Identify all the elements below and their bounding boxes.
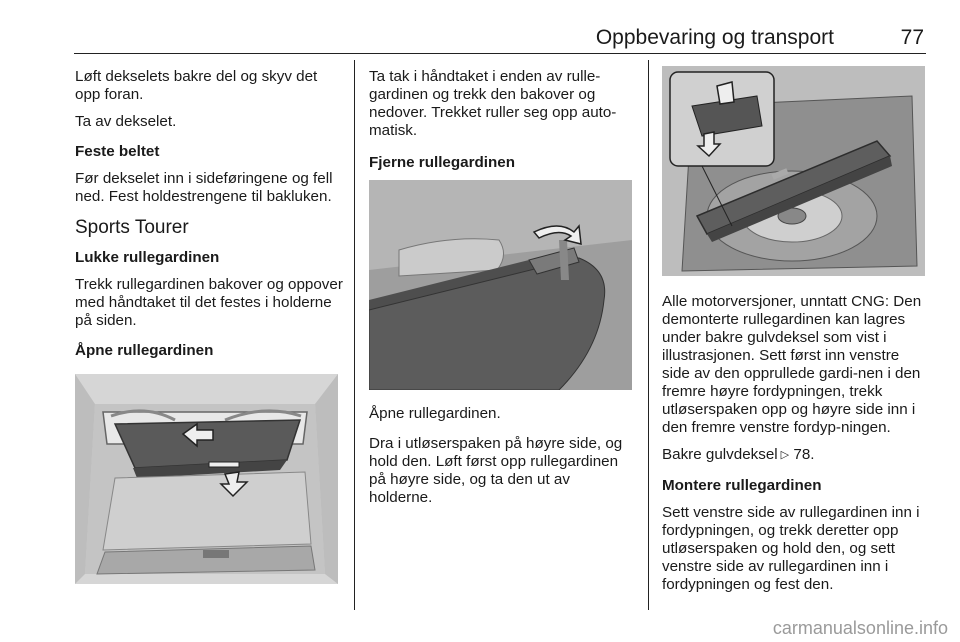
- column-3: [662, 293, 928, 603]
- paragraph-reference: [662, 446, 928, 464]
- page-header: [74, 26, 926, 50]
- figure-remove-blind: [369, 180, 632, 390]
- illustration-floor: [662, 66, 925, 276]
- subheading-feste-beltet: Feste beltet: [75, 143, 160, 160]
- paragraph: Ta tak i håndtaket i enden av rulle-gardinen og trekk den bakover og nedover. Trekket ruller seg opp auto-matisk.: [369, 68, 617, 139]
- illustration-trunk: [75, 374, 338, 584]
- header-divider: [74, 53, 926, 54]
- watermark: carmanualsonline.info: [772, 618, 948, 638]
- paragraph: Før dekselet inn i sideføringene og fell ned. Fest holdestrengene til bakluken.: [75, 170, 333, 205]
- column-divider-1: [354, 60, 355, 610]
- heading-sports-tourer: Sports Tourer: [75, 217, 189, 238]
- paragraph: Løft dekselets bakre del og skyv det opp foran.: [75, 68, 318, 103]
- paragraph: Åpne rullegardinen.: [369, 405, 501, 422]
- subheading-apne: Åpne rullegardinen: [75, 342, 214, 359]
- figure-trunk-cover: [75, 374, 338, 584]
- reference-page[interactable]: 78.: [793, 446, 815, 463]
- illustration-remove: [369, 180, 632, 390]
- column-2-lower: [369, 405, 635, 516]
- reference-text: Bakre gulvdeksel: [662, 446, 778, 463]
- figure-floor-storage: [662, 66, 925, 276]
- subheading-lukke: Lukke rullegardinen: [75, 249, 220, 266]
- column-1: [75, 68, 345, 369]
- column-2: [369, 68, 635, 181]
- paragraph: Sett venstre side av rullegardinen inn i fordypningen, og trekk deretter opp utløserspaken og hold den, og sett venstre side av rullegardinen inn i fordypningen og fest den.: [662, 504, 920, 593]
- subheading-fjerne: Fjerne rullegardinen: [369, 154, 516, 171]
- section-title: Oppbevaring og transport: [595, 26, 834, 49]
- page-number: 77: [900, 26, 924, 49]
- subheading-montere: Montere rullegardinen: [662, 477, 822, 494]
- column-divider-2: [648, 60, 649, 610]
- paragraph: Ta av dekselet.: [75, 113, 177, 130]
- paragraph: Alle motorversjoner, unntatt CNG: Den demonterte rullegardinen kan lagres under bakre gulvdeksel som vist i illustrasjonen. Sett først inn venstre side av den opprullede gardi-nen i den fremre høyre fordypningen, trekk utløserspaken opp og høyre side inn i den fremre venstre fordyp-ningen.: [662, 293, 922, 436]
- paragraph: Dra i utløserspaken på høyre side, og hold den. Løft først opp rullegardinen på høyre side, og ta den ut av holderne.: [369, 435, 623, 506]
- arrow-ref-icon: ▷: [780, 449, 790, 461]
- paragraph: Trekk rullegardinen bakover og oppover med håndtaket til det festes i holderne på siden.: [75, 276, 343, 329]
